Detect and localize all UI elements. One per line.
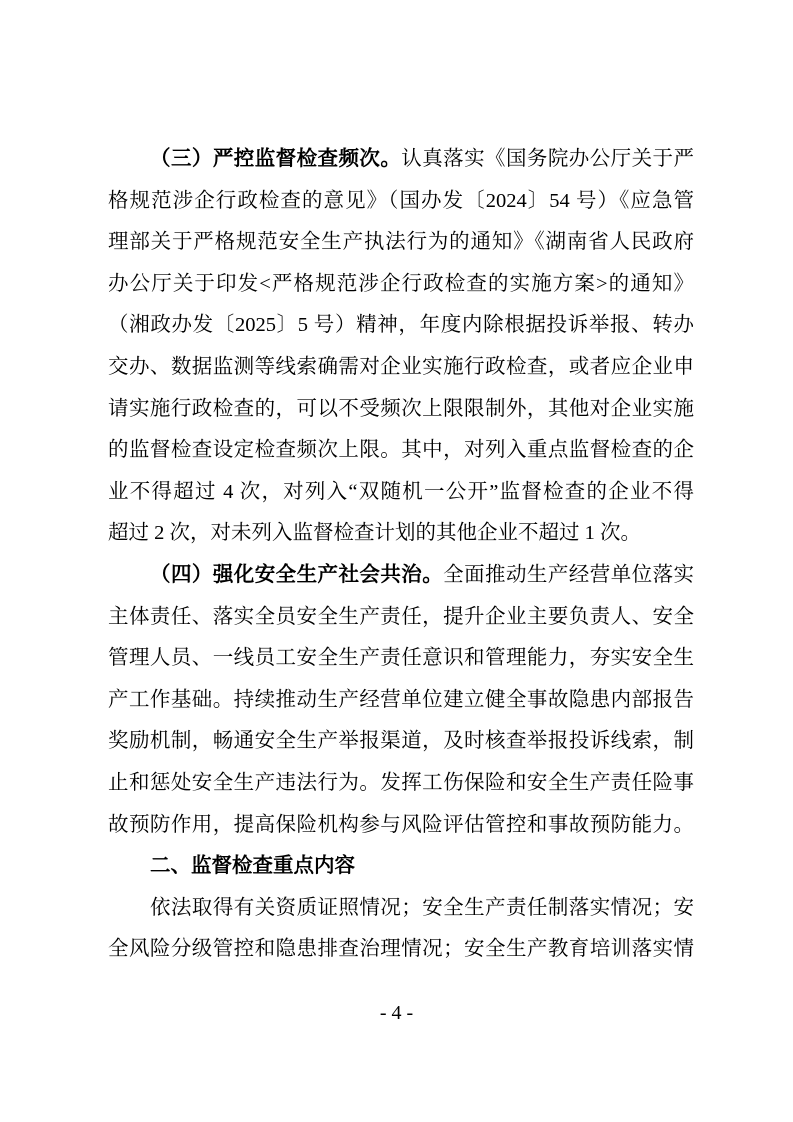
- paragraph-line: 的监督检查设定检查频次上限。其中，对列入重点监督检查的企: [108, 439, 694, 462]
- paragraph-line: 故预防作用，提高保险机构参与风险评估管控和事故预防能力。: [108, 813, 694, 836]
- page-number: - 4 -: [379, 1002, 414, 1024]
- paragraph-line: 奖励机制，畅通安全生产举报渠道，及时核查举报投诉线索，制: [108, 730, 694, 753]
- paragraph-line: 请实施行政检查的，可以不受频次上限限制外，其他对企业实施: [108, 397, 694, 420]
- subsection-heading-4: （四）强化安全生产社会共治。: [150, 563, 444, 586]
- paragraph-line: （湘政办发〔2025〕5 号）精神，年度内除根据投诉举报、转办: [108, 314, 694, 337]
- paragraph-line: 依法取得有关资质证照情况；安全生产责任制落实情况；安: [150, 896, 694, 919]
- document-body: [108, 139, 694, 971]
- paragraph-line: 格规范涉企行政检查的意见》（国办发〔2024〕54 号）《应急管: [108, 189, 694, 212]
- subsection-heading-3: （三）严控监督检查频次。: [150, 148, 402, 170]
- paragraph-line: [108, 139, 694, 181]
- paragraph-line: 止和惩处安全生产违法行为。发挥工伤保险和安全生产责任险事: [108, 771, 694, 794]
- paragraph-text: 全面推动生产经营单位落实: [443, 563, 694, 586]
- paragraph-line: 超过 2 次，对未列入监督检查计划的其他企业不超过 1 次。: [108, 522, 641, 545]
- paragraph-line: 理部关于严格规范安全生产执法行为的通知》《湖南省人民政府: [108, 231, 694, 254]
- paragraph-line: 管理人员、一线员工安全生产责任意识和管理能力，夯实安全生: [108, 647, 694, 670]
- paragraph-line: [108, 555, 694, 597]
- paragraph-line: 业不得超过 4 次，对列入“双随机一公开”监督检查的企业不得: [108, 480, 694, 503]
- paragraph-line: 产工作基础。持续推动生产经营单位建立健全事故隐患内部报告: [108, 688, 694, 711]
- paragraph-line: 办公厅关于印发<严格规范涉企行政检查的实施方案>的通知》: [108, 272, 694, 295]
- paragraph-line: 交办、数据监测等线索确需对企业实施行政检查，或者应企业申: [108, 355, 694, 378]
- paragraph-line: 主体责任、落实全员安全生产责任，提升企业主要负责人、安全: [108, 605, 694, 628]
- paragraph-text: 认真落实《国务院办公厅关于严: [401, 148, 694, 170]
- section-heading: 二、监督检查重点内容: [150, 855, 355, 878]
- paragraph-line: 全风险分级管控和隐患排查治理情况；安全生产教育培训落实情: [108, 938, 694, 961]
